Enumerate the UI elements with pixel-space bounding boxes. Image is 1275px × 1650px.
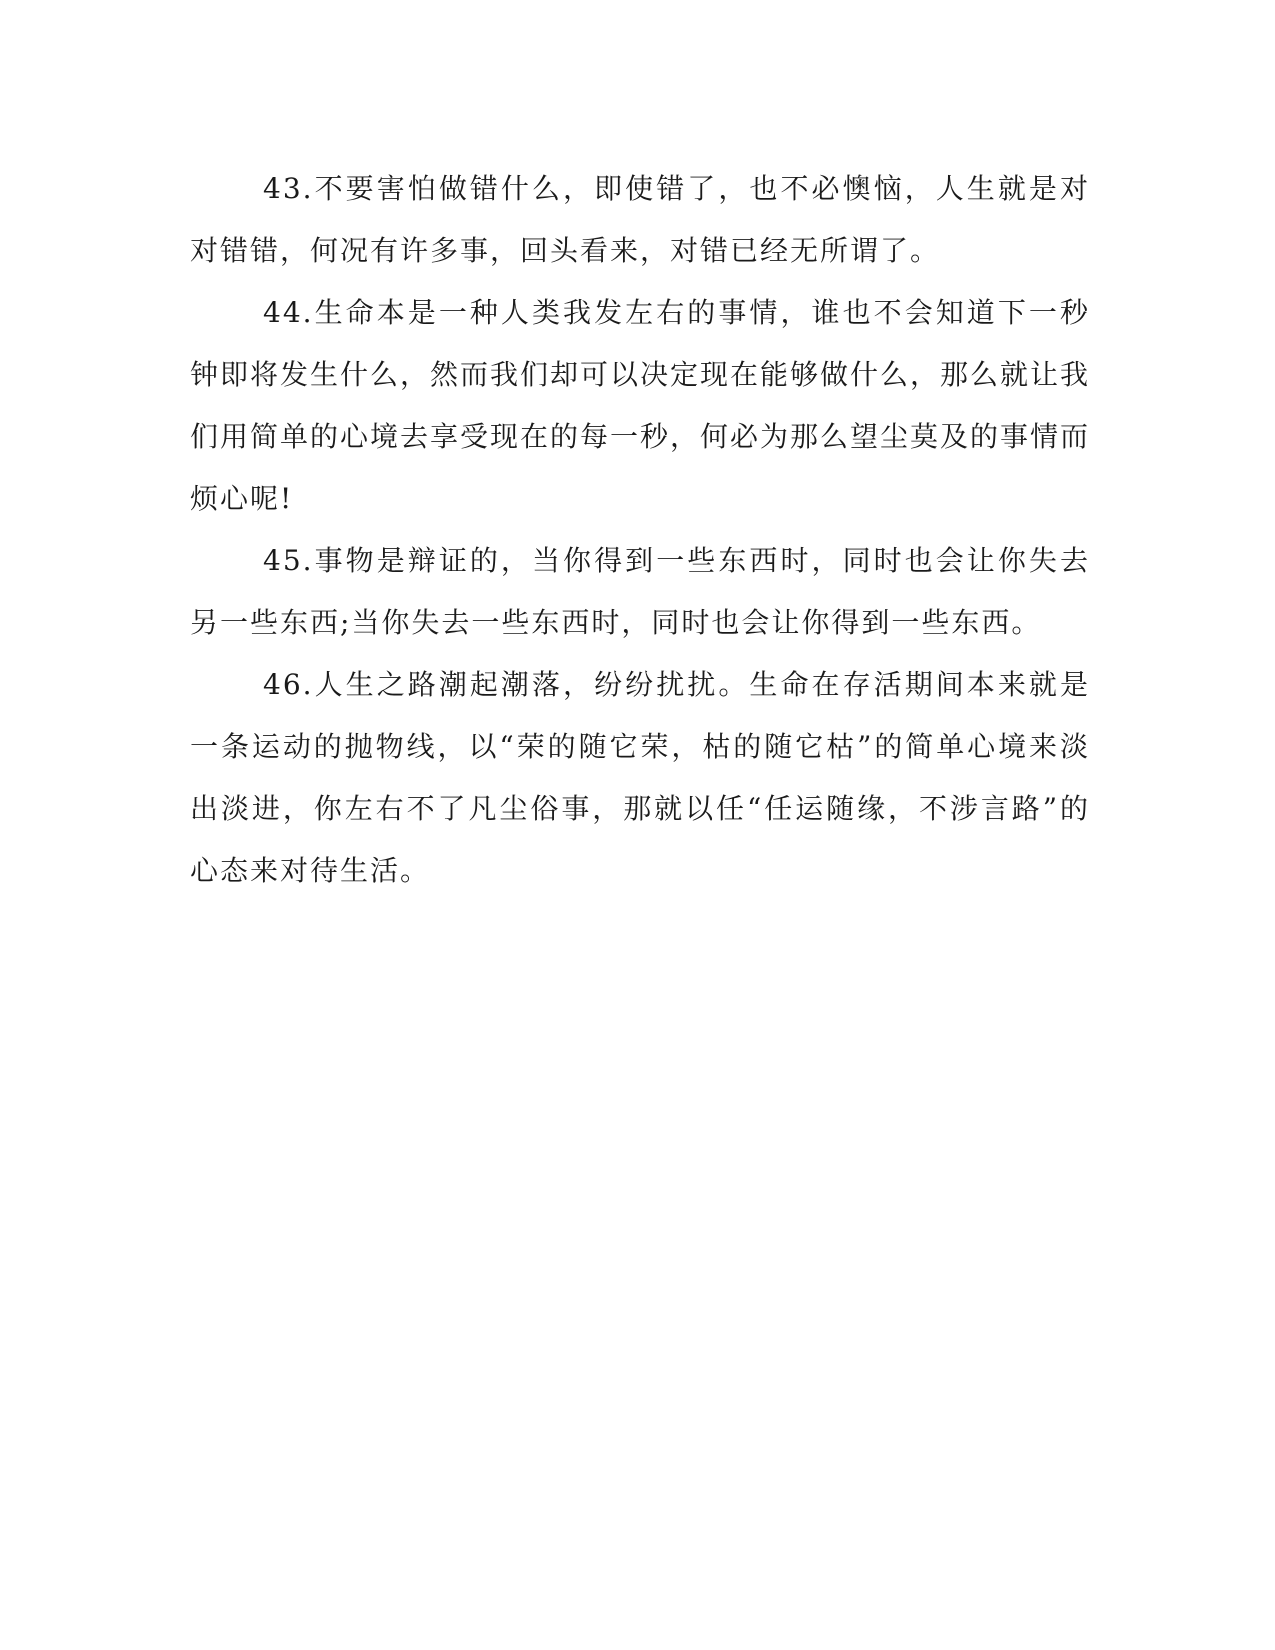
paragraph-44: 44.生命本是一种人类我发左右的事情，谁也不会知道下一秒钟即将发生什么，然而我们却可以决定现在能够做什么，那么就让我们用简单的心境去享受现在的每一秒，何必为那么望尘莫及的事情而烦心呢!	[190, 296, 1091, 515]
paragraph-43: 43.不要害怕做错什么，即使错了，也不必懊恼，人生就是对对错错，何况有许多事，回头看来，对错已经无所谓了。	[190, 172, 1090, 267]
document-body	[190, 158, 1090, 902]
paragraph-45: 45.事物是辩证的，当你得到一些东西时，同时也会让你失去另一些东西;当你失去一些东西时，同时也会让你得到一些东西。	[190, 544, 1090, 639]
paragraph-46: 46.人生之路潮起潮落，纷纷扰扰。生命在存活期间本来就是一条运动的抛物线，以“荣的随它荣，枯的随它枯”的简单心境来淡出淡进，你左右不了凡尘俗事，那就以任“任运随缘，不涉言路”的心态来对待生活。	[190, 668, 1090, 887]
